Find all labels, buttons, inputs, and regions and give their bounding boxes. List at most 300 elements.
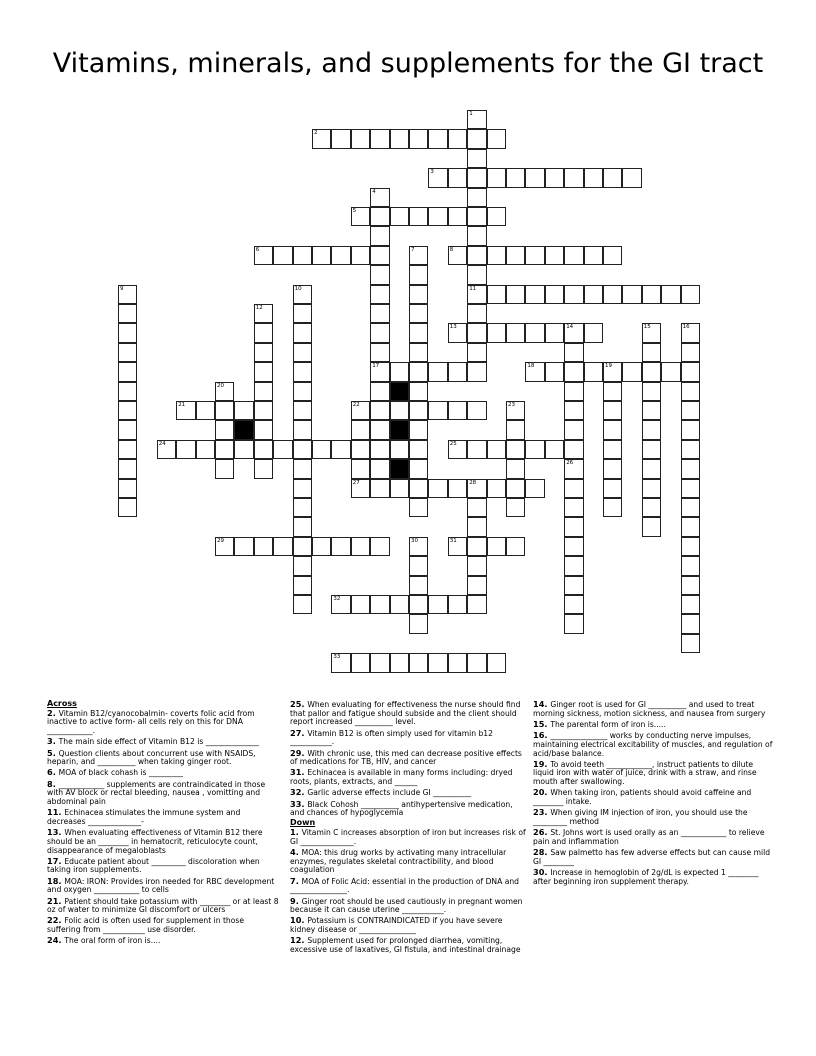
grid-cell[interactable] <box>564 168 583 187</box>
grid-cell[interactable] <box>118 420 137 439</box>
grid-cell[interactable] <box>370 382 389 401</box>
grid-cell[interactable] <box>642 459 661 478</box>
grid-cell[interactable] <box>448 440 467 459</box>
grid-cell[interactable] <box>428 168 447 187</box>
grid-cell[interactable] <box>487 207 506 226</box>
grid-cell[interactable] <box>390 362 409 381</box>
clue-number: 26 <box>566 460 574 467</box>
grid-cell[interactable] <box>584 323 603 342</box>
grid-cell[interactable] <box>467 110 486 129</box>
grid-cell[interactable] <box>409 479 428 498</box>
grid-cell[interactable] <box>409 207 428 226</box>
grid-cell[interactable] <box>118 401 137 420</box>
grid-cell[interactable] <box>506 440 525 459</box>
grid-cell[interactable] <box>293 304 312 323</box>
grid-cell[interactable] <box>564 246 583 265</box>
grid-cell[interactable] <box>622 285 641 304</box>
grid-cell[interactable] <box>390 207 409 226</box>
grid-cell[interactable] <box>564 440 583 459</box>
grid-cell[interactable] <box>642 343 661 362</box>
grid-cell[interactable] <box>564 362 583 381</box>
grid-cell[interactable] <box>312 246 331 265</box>
grid-cell[interactable] <box>409 537 428 556</box>
clue-text: Folic acid is often used for supplement in those suffering from ___________ use disorder. <box>47 916 245 935</box>
grid-cell[interactable] <box>351 459 370 478</box>
grid-cell[interactable] <box>564 343 583 362</box>
grid-cell[interactable] <box>351 129 370 148</box>
grid-cell[interactable] <box>351 440 370 459</box>
grid-cell[interactable] <box>467 304 486 323</box>
grid-cell[interactable] <box>176 440 195 459</box>
grid-cell[interactable] <box>467 401 486 420</box>
grid-cell[interactable] <box>409 323 428 342</box>
grid-cell[interactable] <box>681 401 700 420</box>
grid-cell[interactable] <box>467 323 486 342</box>
grid-cell[interactable] <box>467 556 486 575</box>
grid-cell[interactable] <box>467 246 486 265</box>
grid-cell[interactable] <box>428 129 447 148</box>
clue-text: When evaluating effectiveness of Vitamin B12 there should be an ________ in hematocrit, reticulocyte count, disappearance of megaloblasts <box>47 828 263 855</box>
grid-cell[interactable] <box>215 401 234 420</box>
grid-cell[interactable] <box>331 653 350 672</box>
grid-cell[interactable] <box>467 479 486 498</box>
grid-cell[interactable] <box>351 653 370 672</box>
grid-cell[interactable] <box>487 653 506 672</box>
page-title: Vitamins, minerals, and supplements for the GI tract <box>52 48 764 79</box>
grid-cell[interactable] <box>506 420 525 439</box>
grid-cell[interactable] <box>331 595 350 614</box>
grid-cell[interactable] <box>331 129 350 148</box>
grid-cell[interactable] <box>448 168 467 187</box>
grid-cell[interactable] <box>118 285 137 304</box>
grid-cell[interactable] <box>487 323 506 342</box>
grid-cell[interactable] <box>603 401 622 420</box>
grid-cell[interactable] <box>254 382 273 401</box>
grid-cell[interactable] <box>448 129 467 148</box>
grid-cell[interactable] <box>390 440 409 459</box>
grid-cell[interactable] <box>196 440 215 459</box>
grid-cell[interactable] <box>370 459 389 478</box>
grid-cell[interactable] <box>215 382 234 401</box>
grid-cell[interactable] <box>681 440 700 459</box>
grid-cell[interactable] <box>293 285 312 304</box>
grid-cell[interactable] <box>409 246 428 265</box>
grid-cell[interactable] <box>467 362 486 381</box>
grid-cell[interactable] <box>506 479 525 498</box>
grid-cell[interactable] <box>254 323 273 342</box>
grid-cell[interactable] <box>642 362 661 381</box>
grid-cell[interactable] <box>409 129 428 148</box>
grid-cell[interactable] <box>390 653 409 672</box>
grid-cell[interactable] <box>467 188 486 207</box>
grid-cell[interactable] <box>545 285 564 304</box>
grid-cell[interactable] <box>681 595 700 614</box>
across-heading: Across <box>47 699 77 708</box>
grid-cell[interactable] <box>681 614 700 633</box>
grid-cell[interactable] <box>234 401 253 420</box>
grid-cell[interactable] <box>564 556 583 575</box>
grid-cell[interactable] <box>448 207 467 226</box>
grid-cell[interactable] <box>448 323 467 342</box>
grid-cell[interactable] <box>273 537 292 556</box>
grid-cell[interactable] <box>564 323 583 342</box>
grid-cell[interactable] <box>428 207 447 226</box>
grid-cell[interactable] <box>564 382 583 401</box>
grid-cell[interactable] <box>564 614 583 633</box>
grid-cell[interactable] <box>467 595 486 614</box>
grid-cell[interactable] <box>409 382 428 401</box>
grid-cell[interactable] <box>564 420 583 439</box>
grid-cell[interactable] <box>487 440 506 459</box>
grid-cell[interactable] <box>545 440 564 459</box>
grid-cell[interactable] <box>428 479 447 498</box>
grid-cell[interactable] <box>370 595 389 614</box>
grid-cell[interactable] <box>448 479 467 498</box>
grid-cell[interactable] <box>409 595 428 614</box>
grid-cell[interactable] <box>215 440 234 459</box>
grid-cell[interactable] <box>564 537 583 556</box>
grid-cell[interactable] <box>681 634 700 653</box>
grid-cell[interactable] <box>312 129 331 148</box>
grid-cell[interactable] <box>681 343 700 362</box>
grid-cell[interactable] <box>584 285 603 304</box>
grid-cell[interactable] <box>467 537 486 556</box>
grid-cell[interactable] <box>642 420 661 439</box>
grid-cell[interactable] <box>234 537 253 556</box>
grid-cell[interactable] <box>293 440 312 459</box>
grid-cell[interactable] <box>254 440 273 459</box>
grid-cell[interactable] <box>118 479 137 498</box>
grid-cell[interactable] <box>409 440 428 459</box>
grid-cell[interactable] <box>506 459 525 478</box>
grid-cell[interactable] <box>390 401 409 420</box>
clue-number: 18. <box>47 875 65 886</box>
grid-cell[interactable] <box>118 498 137 517</box>
grid-cell[interactable] <box>681 382 700 401</box>
grid-cell[interactable] <box>506 323 525 342</box>
grid-cell[interactable] <box>254 304 273 323</box>
grid-cell[interactable] <box>370 479 389 498</box>
grid-cell[interactable] <box>409 556 428 575</box>
grid-cell[interactable] <box>370 401 389 420</box>
grid-cell[interactable] <box>603 420 622 439</box>
grid-cell[interactable] <box>293 382 312 401</box>
grid-cell[interactable] <box>603 362 622 381</box>
grid-cell[interactable] <box>661 362 680 381</box>
grid-cell[interactable] <box>642 498 661 517</box>
grid-cell[interactable] <box>254 420 273 439</box>
grid-cell[interactable] <box>118 382 137 401</box>
grid-cell[interactable] <box>487 129 506 148</box>
grid-cell[interactable] <box>409 653 428 672</box>
grid-cell[interactable] <box>370 207 389 226</box>
black-cell <box>390 382 409 401</box>
black-cell <box>390 459 409 478</box>
grid-cell[interactable] <box>351 246 370 265</box>
grid-cell[interactable] <box>681 556 700 575</box>
grid-cell[interactable] <box>409 401 428 420</box>
grid-cell[interactable] <box>467 129 486 148</box>
grid-cell[interactable] <box>409 459 428 478</box>
grid-cell[interactable] <box>467 498 486 517</box>
grid-cell[interactable] <box>293 401 312 420</box>
grid-cell[interactable] <box>370 323 389 342</box>
grid-cell[interactable] <box>603 440 622 459</box>
grid-cell[interactable] <box>603 246 622 265</box>
grid-cell[interactable] <box>564 498 583 517</box>
grid-cell[interactable] <box>293 323 312 342</box>
grid-cell[interactable] <box>409 343 428 362</box>
grid-cell[interactable] <box>293 576 312 595</box>
grid-cell[interactable] <box>351 595 370 614</box>
grid-cell[interactable] <box>525 440 544 459</box>
grid-cell[interactable] <box>312 537 331 556</box>
clue-number: 21 <box>178 402 186 408</box>
grid-cell[interactable] <box>312 440 331 459</box>
grid-cell[interactable] <box>467 168 486 187</box>
clue-text: Educate patient about _________ discoloration when taking iron supplements. <box>47 856 260 875</box>
grid-cell[interactable] <box>293 517 312 536</box>
grid-cell[interactable] <box>564 479 583 498</box>
grid-cell[interactable] <box>506 246 525 265</box>
grid-cell[interactable] <box>428 653 447 672</box>
grid-cell[interactable] <box>681 323 700 342</box>
grid-cell[interactable] <box>254 343 273 362</box>
grid-cell[interactable] <box>681 285 700 304</box>
grid-cell[interactable] <box>506 537 525 556</box>
grid-cell[interactable] <box>293 246 312 265</box>
grid-cell[interactable] <box>603 498 622 517</box>
grid-cell[interactable] <box>467 207 486 226</box>
grid-cell[interactable] <box>681 576 700 595</box>
grid-cell[interactable] <box>642 382 661 401</box>
grid-cell[interactable] <box>293 362 312 381</box>
grid-cell[interactable] <box>118 304 137 323</box>
grid-cell[interactable] <box>584 246 603 265</box>
grid-cell[interactable] <box>428 362 447 381</box>
grid-cell[interactable] <box>448 362 467 381</box>
grid-cell[interactable] <box>487 537 506 556</box>
clue-number: 19. <box>533 758 551 769</box>
grid-cell[interactable] <box>254 246 273 265</box>
grid-cell[interactable] <box>525 168 544 187</box>
grid-cell[interactable] <box>118 362 137 381</box>
grid-cell[interactable] <box>409 285 428 304</box>
grid-cell[interactable] <box>370 304 389 323</box>
grid-cell[interactable] <box>293 459 312 478</box>
clue-number: 32 <box>333 596 341 602</box>
grid-cell[interactable] <box>390 479 409 498</box>
grid-cell[interactable] <box>176 401 195 420</box>
clue-item <box>533 848 773 866</box>
grid-cell[interactable] <box>487 246 506 265</box>
grid-cell[interactable] <box>545 168 564 187</box>
grid-cell[interactable] <box>196 401 215 420</box>
grid-cell[interactable] <box>564 595 583 614</box>
grid-cell[interactable] <box>331 440 350 459</box>
grid-cell[interactable] <box>409 304 428 323</box>
grid-cell[interactable] <box>681 479 700 498</box>
grid-cell[interactable] <box>467 576 486 595</box>
grid-cell[interactable] <box>351 401 370 420</box>
grid-cell[interactable] <box>487 479 506 498</box>
grid-cell[interactable] <box>293 343 312 362</box>
grid-cell[interactable] <box>584 362 603 381</box>
grid-cell[interactable] <box>273 440 292 459</box>
grid-cell[interactable] <box>370 265 389 284</box>
grid-cell[interactable] <box>448 246 467 265</box>
grid-cell[interactable] <box>234 440 253 459</box>
grid-cell[interactable] <box>293 595 312 614</box>
grid-cell[interactable] <box>661 285 680 304</box>
grid-cell[interactable] <box>254 401 273 420</box>
grid-cell[interactable] <box>370 362 389 381</box>
grid-cell[interactable] <box>254 537 273 556</box>
grid-cell[interactable] <box>467 343 486 362</box>
grid-cell[interactable] <box>428 401 447 420</box>
grid-cell[interactable] <box>293 537 312 556</box>
grid-cell[interactable] <box>351 420 370 439</box>
clue-number: 16 <box>682 324 690 331</box>
grid-cell[interactable] <box>681 498 700 517</box>
grid-cell[interactable] <box>370 285 389 304</box>
grid-cell[interactable] <box>215 459 234 478</box>
clue-item <box>290 916 527 934</box>
grid-cell[interactable] <box>603 459 622 478</box>
grid-cell[interactable] <box>370 188 389 207</box>
grid-cell[interactable] <box>293 498 312 517</box>
grid-cell[interactable] <box>681 362 700 381</box>
clue-number: 14 <box>566 324 574 331</box>
grid-cell[interactable] <box>331 246 350 265</box>
clue-item <box>533 868 773 886</box>
grid-cell[interactable] <box>525 479 544 498</box>
grid-cell[interactable] <box>603 479 622 498</box>
clue-item <box>290 897 527 915</box>
grid-cell[interactable] <box>370 246 389 265</box>
grid-cell[interactable] <box>642 401 661 420</box>
grid-cell[interactable] <box>331 537 350 556</box>
grid-cell[interactable] <box>390 595 409 614</box>
grid-cell[interactable] <box>370 537 389 556</box>
grid-cell[interactable] <box>370 440 389 459</box>
grid-cell[interactable] <box>293 479 312 498</box>
grid-cell[interactable] <box>409 498 428 517</box>
grid-cell[interactable] <box>487 168 506 187</box>
grid-cell[interactable] <box>506 401 525 420</box>
grid-cell[interactable] <box>370 420 389 439</box>
grid-cell[interactable] <box>370 343 389 362</box>
clue-text: Ginger root should be used cautiously in pregnant women because it can cause uterine ___________. <box>290 896 523 915</box>
grid-cell[interactable] <box>370 226 389 245</box>
grid-cell[interactable] <box>642 285 661 304</box>
grid-cell[interactable] <box>642 517 661 536</box>
grid-cell[interactable] <box>157 440 176 459</box>
grid-cell[interactable] <box>118 343 137 362</box>
grid-cell[interactable] <box>545 246 564 265</box>
grid-cell[interactable] <box>564 401 583 420</box>
grid-cell[interactable] <box>390 129 409 148</box>
grid-cell[interactable] <box>409 362 428 381</box>
grid-cell[interactable] <box>409 265 428 284</box>
grid-cell[interactable] <box>603 285 622 304</box>
grid-cell[interactable] <box>506 498 525 517</box>
grid-cell[interactable] <box>681 459 700 478</box>
grid-cell[interactable] <box>409 420 428 439</box>
grid-cell[interactable] <box>448 537 467 556</box>
clue-text: _______________ works by conducting nerve impulses, maintaining electrical excitability of muscles, and regulation of acid/base balance. <box>533 731 773 758</box>
grid-cell[interactable] <box>409 614 428 633</box>
grid-cell[interactable] <box>467 517 486 536</box>
grid-cell[interactable] <box>370 653 389 672</box>
grid-cell[interactable] <box>681 517 700 536</box>
grid-cell[interactable] <box>642 323 661 342</box>
grid-cell[interactable] <box>467 265 486 284</box>
grid-cell[interactable] <box>487 285 506 304</box>
grid-cell[interactable] <box>215 420 234 439</box>
grid-cell[interactable] <box>448 401 467 420</box>
grid-cell[interactable] <box>467 440 486 459</box>
grid-cell[interactable] <box>467 653 486 672</box>
grid-cell[interactable] <box>448 595 467 614</box>
grid-cell[interactable] <box>642 479 661 498</box>
grid-cell[interactable] <box>545 323 564 342</box>
grid-cell[interactable] <box>545 362 564 381</box>
grid-cell[interactable] <box>584 168 603 187</box>
grid-cell[interactable] <box>351 479 370 498</box>
grid-cell[interactable] <box>409 576 428 595</box>
grid-cell[interactable] <box>603 168 622 187</box>
grid-cell[interactable] <box>118 459 137 478</box>
grid-cell[interactable] <box>564 576 583 595</box>
grid-cell[interactable] <box>448 653 467 672</box>
grid-cell[interactable] <box>370 129 389 148</box>
grid-cell[interactable] <box>681 420 700 439</box>
grid-cell[interactable] <box>351 207 370 226</box>
grid-cell[interactable] <box>525 323 544 342</box>
grid-cell[interactable] <box>564 459 583 478</box>
grid-cell[interactable] <box>564 517 583 536</box>
clue-text: When giving IM injection of iron, you should use the _________ method <box>533 808 748 826</box>
grid-cell[interactable] <box>273 246 292 265</box>
grid-cell[interactable] <box>603 382 622 401</box>
grid-cell[interactable] <box>622 168 641 187</box>
clue-number: 1. <box>290 827 302 838</box>
grid-cell[interactable] <box>215 537 234 556</box>
grid-cell[interactable] <box>525 246 544 265</box>
grid-cell[interactable] <box>428 595 447 614</box>
grid-cell[interactable] <box>525 362 544 381</box>
grid-cell[interactable] <box>351 537 370 556</box>
grid-cell[interactable] <box>525 285 544 304</box>
grid-cell[interactable] <box>118 323 137 342</box>
grid-cell[interactable] <box>642 440 661 459</box>
grid-cell[interactable] <box>506 168 525 187</box>
grid-cell[interactable] <box>681 537 700 556</box>
grid-cell[interactable] <box>506 285 525 304</box>
grid-cell[interactable] <box>467 285 486 304</box>
grid-cell[interactable] <box>254 459 273 478</box>
grid-cell[interactable] <box>293 556 312 575</box>
grid-cell[interactable] <box>564 285 583 304</box>
grid-cell[interactable] <box>467 149 486 168</box>
grid-cell[interactable] <box>467 226 486 245</box>
grid-cell[interactable] <box>622 362 641 381</box>
grid-cell[interactable] <box>293 420 312 439</box>
grid-cell[interactable] <box>254 362 273 381</box>
clue-number: 10. <box>290 915 308 926</box>
grid-cell[interactable] <box>118 440 137 459</box>
